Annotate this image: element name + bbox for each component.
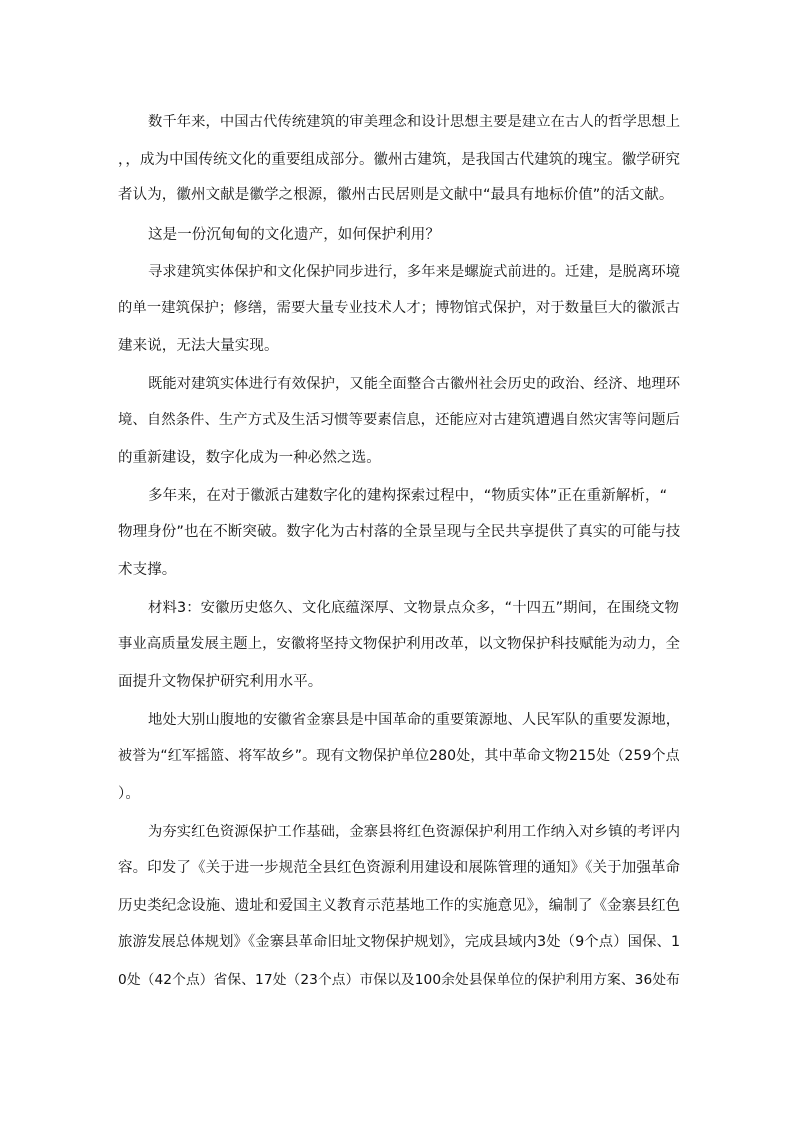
- text-line: ）。: [118, 786, 140, 802]
- text-line: 多年来，在对于徽派古建数字化的建构探索过程中，“物质实体”正在重新解析，“: [148, 488, 668, 504]
- text-line: 既能对建筑实体进行有效保护，又能全面整合古徽州社会历史的政治、经济、地理环: [148, 376, 681, 392]
- text-line: 的重新建设，数字化成为一种必然之选。: [118, 450, 381, 466]
- text-line: 地处大别山腹地的安徽省金寨县是中国革命的重要策源地、人民军队的重要发源地，: [148, 712, 681, 728]
- text-line: 历史类纪念设施、遗址和爱国主义教育示范基地工作的实施意见》，编制了《金寨县红色: [118, 898, 681, 914]
- text-line: 为夯实红色资源保护工作基础，金寨县将红色资源保护利用工作纳入对乡镇的考评内: [148, 824, 681, 840]
- text-line: 被誉为“红军摇篮、将军故乡”。现有文物保护单位280处，其中革命文物215处（259个点: [118, 748, 680, 764]
- text-line: 的单一建筑保护；修缮，需要大量专业技术人才；博物馆式保护，对于数量巨大的徽派古: [118, 300, 681, 316]
- text-line: ，，成为中国传统文化的重要组成部分。徽州古建筑，是我国古代建筑的瑰宝。徽学研究: [118, 152, 681, 168]
- text-line: 物理身份”也在不断突破。数字化为古村落的全景呈现与全民共享提供了真实的可能与技: [118, 524, 681, 540]
- text-line: 材料3：安徽历史悠久、文化底蕴深厚、文物景点众多，“十四五”期间，在围绕文物: [148, 600, 679, 616]
- text-line: 建来说，无法大量实现。: [118, 338, 279, 354]
- text-line: 者认为，徽州文献是徽学之根源，徽州古民居则是文献中“最具有地标价值”的活文献。: [118, 187, 674, 203]
- text-line: 寻求建筑实体保护和文化保护同步进行，多年来是螺旋式前进的。迁建，是脱离环境: [148, 264, 681, 280]
- text-line: 0处（42个点）省保、17处（23个点）市保以及100余处县保单位的保护利用方案、36处布: [118, 972, 680, 988]
- text-line: 这是一份沉甸甸的文化遗产，如何保护利用？: [148, 227, 440, 243]
- text-line: 面提升文物保护研究利用水平。: [118, 674, 323, 690]
- text-line: 境、自然条件、生产方式及生活习惯等要素信息，还能应对古建筑遭遇自然灾害等问题后: [118, 412, 681, 428]
- text-line: 数千年来，中国古代传统建筑的审美理念和设计思想主要是建立在古人的哲学思想上: [148, 114, 681, 130]
- text-line: 旅游发展总体规划》《金寨县革命旧址文物保护规划》，完成县域内3处（9个点）国保、1: [118, 934, 681, 950]
- text-line: 容。印发了《关于进一步规范全县红色资源利用建设和展陈管理的通知》《关于加强革命: [118, 860, 681, 876]
- text-line: 术支撑。: [118, 562, 177, 578]
- text-line: 事业高质量发展主题上，安徽将坚持文物保护利用改革，以文物保护科技赋能为动力，全: [118, 636, 681, 652]
